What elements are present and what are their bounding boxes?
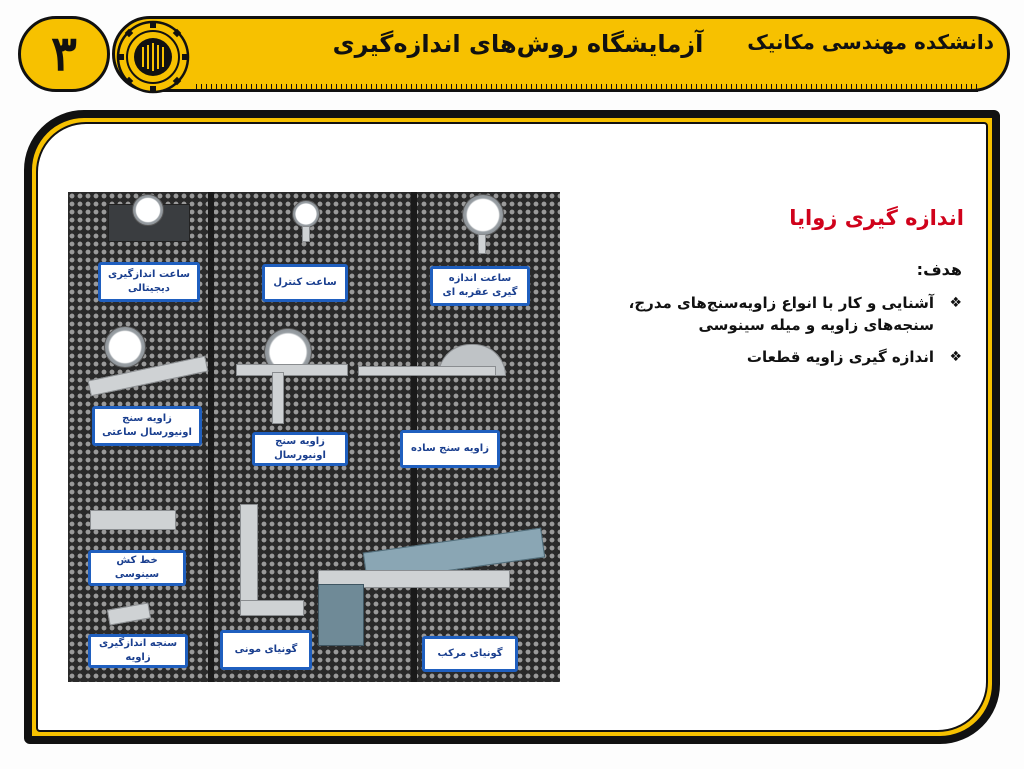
goal-label: هدف: bbox=[916, 260, 962, 279]
list-item-text: اندازه گیری زاویه قطعات bbox=[746, 348, 934, 366]
needle-dial-stem bbox=[478, 234, 486, 254]
combination-square-stock bbox=[318, 584, 364, 646]
control-dial-stem bbox=[302, 226, 310, 242]
lab-title: آزمایشگاه روش‌های اندازه‌گیری bbox=[332, 30, 704, 58]
label-control-dial: ساعت کنترل bbox=[262, 264, 348, 302]
simple-protractor-rule bbox=[358, 366, 496, 376]
section-title: اندازه گیری زوایا bbox=[789, 206, 964, 230]
ruler-decoration bbox=[196, 84, 978, 92]
list-item bbox=[562, 292, 962, 336]
label-universal-protractor: زاویه سنج اونیورسال bbox=[252, 432, 348, 466]
board-divider bbox=[208, 192, 214, 682]
label-combination-square: گونیای مرکب bbox=[422, 636, 518, 672]
universal-dial-protractor-instrument bbox=[88, 356, 209, 397]
label-sine-bar: خط کش سینوسی bbox=[88, 550, 186, 586]
dial-protractor-face bbox=[104, 326, 146, 368]
control-dial-face bbox=[292, 200, 320, 228]
universal-protractor-blade bbox=[236, 364, 348, 376]
slide-number: ۳ bbox=[18, 16, 110, 92]
diamond-bullet-icon: ❖ bbox=[949, 295, 962, 311]
needle-dial-face bbox=[462, 194, 504, 236]
digital-indicator-face bbox=[132, 194, 164, 226]
label-simple-protractor: زاویه سنج ساده bbox=[400, 430, 500, 468]
list-item bbox=[562, 346, 962, 368]
goal-list bbox=[562, 292, 962, 378]
instrument-board-photo bbox=[68, 192, 560, 682]
label-universal-dial-protractor: زاویه سنج اونیورسال ساعتی bbox=[92, 406, 202, 446]
sine-bar-instrument bbox=[90, 510, 176, 530]
universal-protractor-stock bbox=[272, 372, 284, 424]
university-seal-icon bbox=[116, 20, 190, 94]
diamond-bullet-icon: ❖ bbox=[949, 349, 962, 365]
faculty-name: دانشکده مهندسی مکانیک bbox=[747, 30, 994, 54]
angle-gauge-instrument bbox=[107, 602, 151, 625]
try-square-base bbox=[240, 600, 304, 616]
label-try-square: گونیای مونی bbox=[220, 630, 312, 670]
list-item-text: آشنایی و کار با انواع زاویه‌سنج‌های مدرج، سنجه‌های زاویه و میله سینوسی bbox=[628, 294, 934, 334]
label-digital-dial: ساعت اندازگیری دیجیتالی bbox=[98, 262, 200, 302]
label-angle-gauge: سنجه اندازگیری زاویه bbox=[88, 634, 188, 668]
label-needle-dial: ساعت اندازه گیری عقربه ای bbox=[430, 266, 530, 306]
